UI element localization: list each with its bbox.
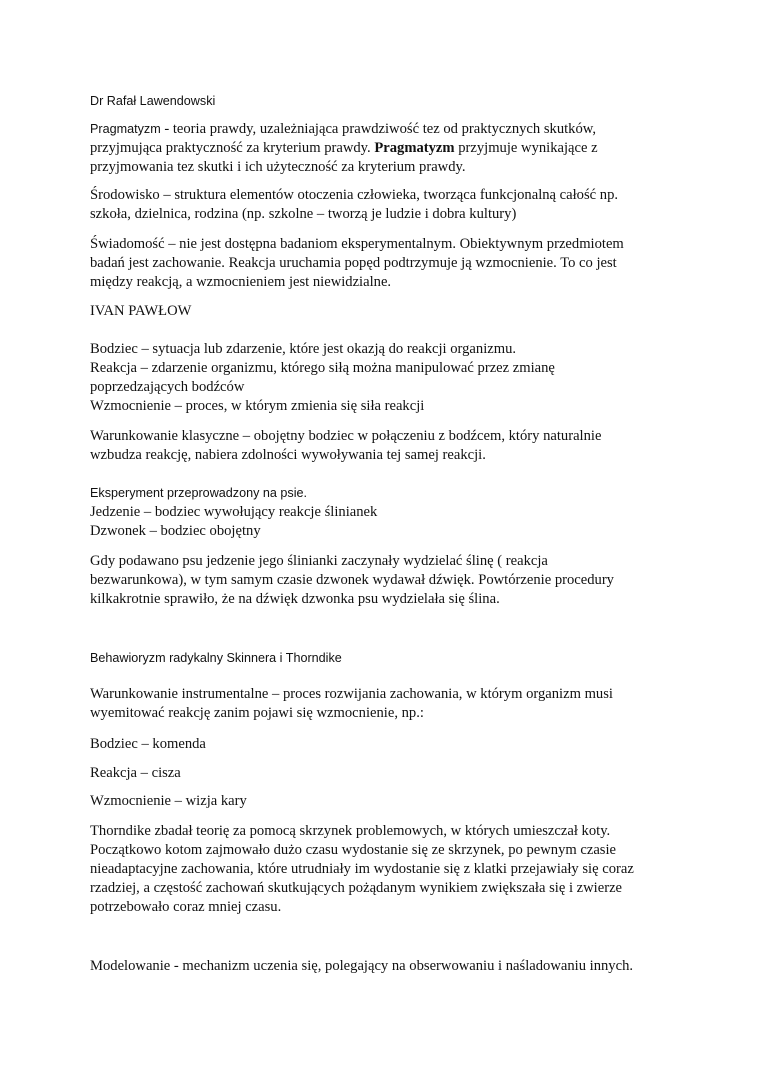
classical-conditioning <box>90 427 690 465</box>
reinforcement-line: Wzmocnienie – wizja kary <box>90 793 247 809</box>
thorndike-paragraph <box>90 822 690 917</box>
pavlov-terms <box>90 340 690 416</box>
pavlov-heading: IVAN PAWŁOW <box>90 303 192 319</box>
experiment-line-3: Dzwonek – bodziec obojętny <box>90 523 261 539</box>
experiment-line-1: Eksperyment przeprowadzony na psie. <box>90 486 308 500</box>
consciousness-line-1: Świadomość – nie jest dostępna badaniom eksperymentalnym. Obiektywnym przedmiotem <box>90 236 624 252</box>
pavlov-stimulus: Bodziec – sytuacja lub zdarzenie, które jest okazją do reakcji organizmu. <box>90 341 517 357</box>
thorndike-line-4: rzadziej, a częstość zachowań skutkujących pożądanym wynikiem zwiększała się i zwierze <box>90 880 623 896</box>
thorndike-line-2: Początkowo kotom zajmowało dużo czasu wydostanie się ze skrzynek, po pewnym czasie <box>90 842 617 858</box>
consciousness-line-2: badań jest zachowanie. Reakcja uruchamia popęd podtrzymuje ją wzmocnienie. To co jest <box>90 255 617 271</box>
stimulus-line: Bodziec – komenda <box>90 736 206 752</box>
environment-line-2: szkoła, dzielnica, rodzina (np. szkolne – tworzą je ludzie i dobra kultury) <box>90 206 517 222</box>
classical-line-1: Warunkowanie klasyczne – obojętny bodziec w połączeniu z bodźcem, który naturalnie <box>90 428 602 444</box>
thorndike-line-1: Thorndike zbadał teorię za pomocą skrzynek problemowych, w których umieszczał koty. <box>90 823 611 839</box>
consciousness-line-3: między reakcją, a wzmocnieniem jest niewidzialne. <box>90 274 392 290</box>
pavlov-reaction-cont: poprzedzających bodźców <box>90 379 245 395</box>
instrumental-line-2: wyemitować reakcję zanim pojawi się wzmocnienie, np.: <box>90 705 424 721</box>
classical-line-2: wzbudza reakcję, nabiera zdolności wywoływania tej samej reakcji. <box>90 447 486 463</box>
pragmatism-line-2a: przyjmująca praktyczność za kryterium prawdy. <box>90 140 375 156</box>
dog-line-3: kilkakrotnie sprawiło, że na dźwięk dzwonka psu wydzielała się ślina. <box>90 591 500 607</box>
reaction-line: Reakcja – cisza <box>90 765 181 781</box>
instrumental-paragraph <box>90 685 690 723</box>
thorndike-line-5: potrzebowało coraz mniej czasu. <box>90 899 282 915</box>
author-line: Dr Rafał Lawendowski <box>90 94 216 108</box>
pragmatism-line-3: przyjmowania tez skutki i ich użyteczność za kryterium prawdy. <box>90 159 466 175</box>
dog-line-2: bezwarunkowa), w tym samym czasie dzwonek wydawał dźwięk. Powtórzenie procedury <box>90 572 614 588</box>
pavlov-reinforcement: Wzmocnienie – proces, w którym zmienia się siła reakcji <box>90 398 425 414</box>
behaviorism-heading: Behawioryzm radykalny Skinnera i Thorndike <box>90 651 342 665</box>
experiment-list <box>90 484 690 541</box>
pragmatism-term: Pragmatyzm <box>90 122 161 136</box>
pragmatism-paragraph <box>90 120 690 177</box>
experiment-line-2: Jedzenie – bodziec wywołujący reakcje ślinianek <box>90 504 378 520</box>
consciousness-paragraph <box>90 235 690 292</box>
thorndike-line-3: nieadaptacyjne zachowania, które utrudniały im wydostanie się z klatki przejawiały się coraz <box>90 861 634 877</box>
pragmatism-bold-term: Pragmatyzm <box>374 140 455 156</box>
environment-line-1: Środowisko – struktura elementów otoczenia człowieka, tworząca funkcjonalną całość np. <box>90 187 619 203</box>
pavlov-reaction: Reakcja – zdarzenie organizmu, którego siłą można manipulować przez zmianę <box>90 360 555 376</box>
environment-paragraph <box>90 186 690 224</box>
instrumental-line-1: Warunkowanie instrumentalne – proces rozwijania zachowania, w którym organizm musi <box>90 686 613 702</box>
dog-paragraph <box>90 552 690 609</box>
pragmatism-line-2b: przyjmuje wynikające z <box>454 140 598 156</box>
dog-line-1: Gdy podawano psu jedzenie jego ślinianki zaczynały wydzielać ślinę ( reakcja <box>90 553 548 569</box>
modeling-line: Modelowanie - mechanizm uczenia się, polegający na obserwowaniu i naśladowaniu innych. <box>90 958 634 974</box>
pragmatism-line-1: - teoria prawdy, uzależniająca prawdziwość tez od praktycznych skutków, <box>160 121 597 137</box>
